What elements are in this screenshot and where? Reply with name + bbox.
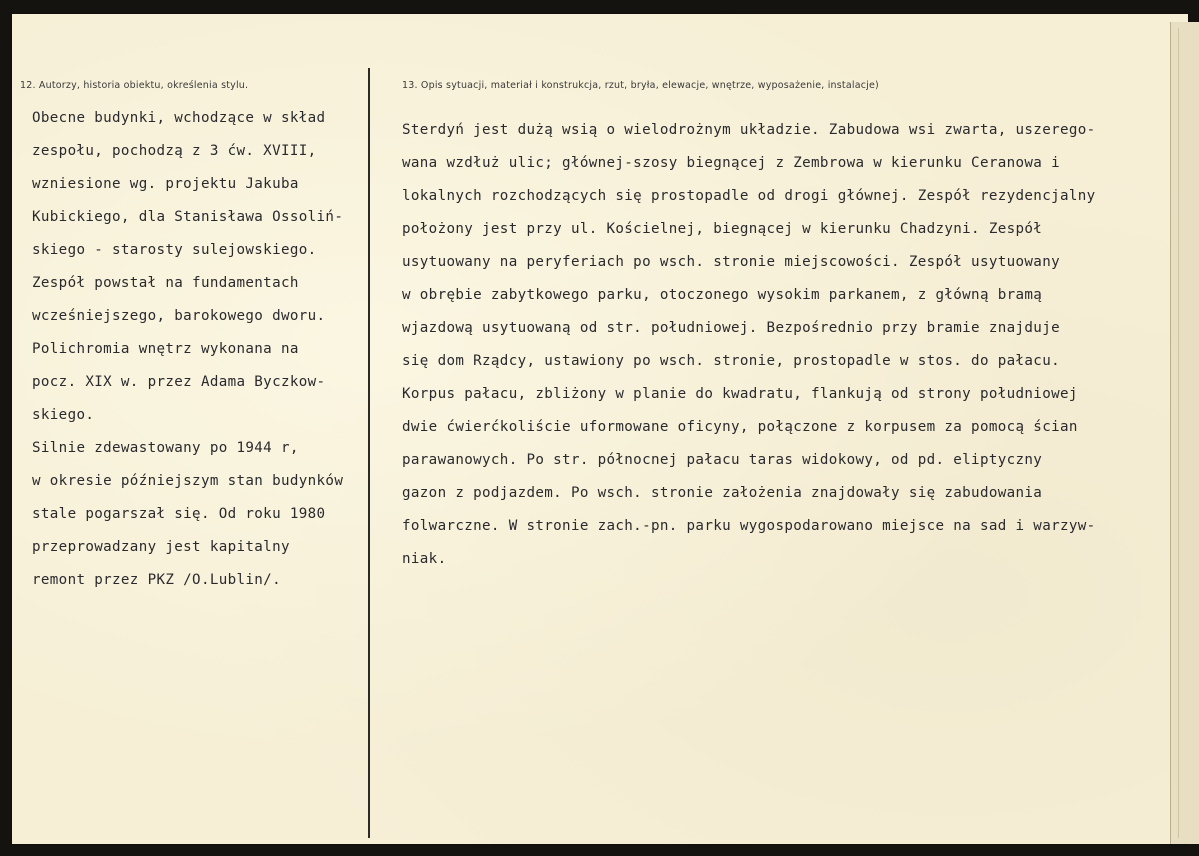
description-line: parawanowych. Po str. północnej pałacu taras widokowy, od pd. eliptyczny	[402, 452, 1043, 468]
history-line: Obecne budynki, wchodzące w skład	[32, 110, 326, 126]
history-line: Silnie zdewastowany po 1944 r,	[32, 440, 299, 456]
history-line: w okresie późniejszym stan budynków	[32, 473, 344, 489]
description-line: się dom Rządcy, ustawiony po wsch. stronie, prostopadle w stos. do pałacu.	[402, 353, 1060, 369]
history-line: przeprowadzany jest kapitalny	[32, 539, 290, 555]
section-12-header: 12. Autorzy, historia obiektu, określenia stylu.	[20, 80, 249, 91]
description-line: położony jest przy ul. Kościelnej, biegnącej w kierunku Chadzyni. Zespół	[402, 221, 1043, 237]
history-line: Polichromia wnętrz wykonana na	[32, 341, 299, 357]
description-line: lokalnych rozchodzących się prostopadle od drogi głównej. Zespół rezydencjalny	[402, 188, 1096, 204]
description-line: w obrębie zabytkowego parku, otoczonego wysokim parkanem, z główną bramą	[402, 287, 1043, 303]
history-line: skiego.	[32, 407, 95, 423]
paper-edge-inner	[1178, 28, 1189, 838]
description-line: Korpus pałacu, zbliżony w planie do kwadratu, flankują od strony południowej	[402, 386, 1078, 402]
history-line: Kubickiego, dla Stanisława Ossoliń-	[32, 209, 344, 225]
history-line: pocz. XIX w. przez Adama Byczkow-	[32, 374, 326, 390]
history-line: wzniesione wg. projektu Jakuba	[32, 176, 299, 192]
history-line: skiego - starosty sulejowskiego.	[32, 242, 317, 258]
history-line: remont przez PKZ /O.Lublin/.	[32, 572, 281, 588]
description-line: wjazdową usytuowaną od str. południowej. Bezpośrednio przy bramie znajduje	[402, 320, 1060, 336]
description-line: wana wzdłuż ulic; głównej-szosy biegnącej z Zembrowa w kierunku Ceranowa i	[402, 155, 1060, 171]
history-line: zespołu, pochodzą z 3 ćw. XVIII,	[32, 143, 317, 159]
history-line: stale pogarszał się. Od roku 1980	[32, 506, 326, 522]
column-divider	[368, 68, 370, 838]
history-line: wcześniejszego, barokowego dworu.	[32, 308, 326, 324]
history-line: Zespół powstał na fundamentach	[32, 275, 299, 291]
description-line: folwarczne. W stronie zach.-pn. parku wygospodarowano miejsce na sad i warzyw-	[402, 518, 1096, 534]
description-line: dwie ćwierćkoliście uformowane oficyny, połączone z korpusem za pomocą ścian	[402, 419, 1078, 435]
description-line: usytuowany na peryferiach po wsch. stronie miejscowości. Zespół usytuowany	[402, 254, 1060, 270]
description-line: Sterdyń jest dużą wsią o wielodrożnym układzie. Zabudowa wsi zwarta, uszerego-	[402, 122, 1096, 138]
description-line: niak.	[402, 551, 447, 567]
section-13-header: 13. Opis sytuacji, materiał i konstrukcja, rzut, bryła, elewacje, wnętrze, wyposażenie, instalacje)	[402, 80, 879, 91]
description-line: gazon z podjazdem. Po wsch. stronie założenia znajdowały się zabudowania	[402, 485, 1043, 501]
